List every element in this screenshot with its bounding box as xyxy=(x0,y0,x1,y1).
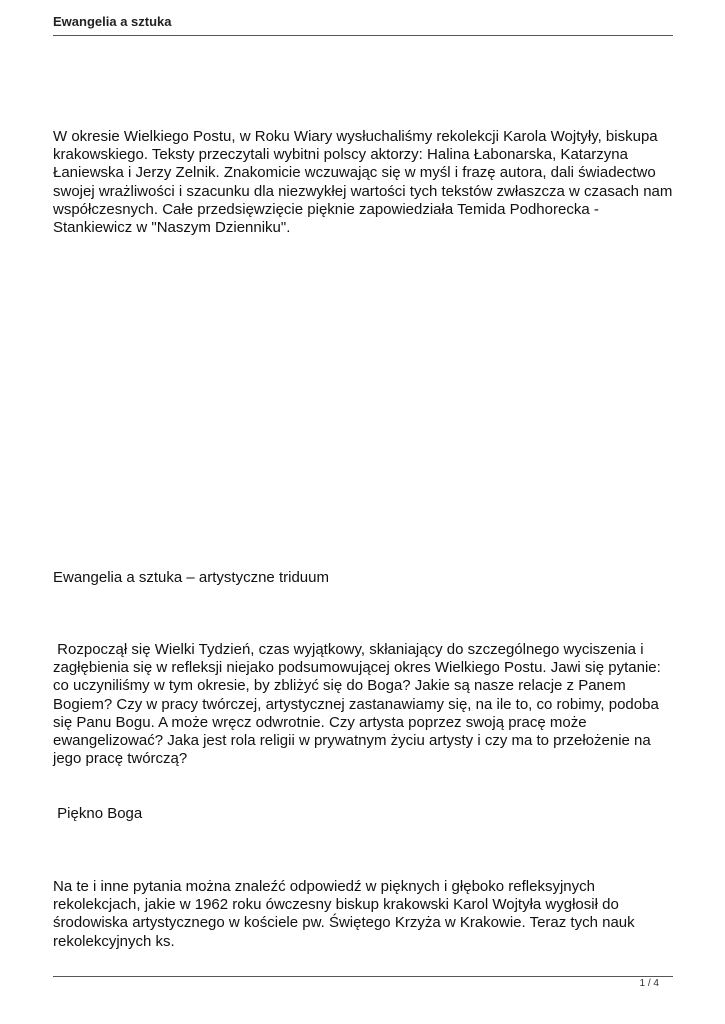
header-divider xyxy=(53,35,673,36)
section-subheading: Piękno Boga xyxy=(53,805,143,822)
article-heading: Ewangelia a sztuka – artystyczne triduum xyxy=(53,569,329,586)
page-number: 1 / 4 xyxy=(639,978,659,989)
document-header-title: Ewangelia a sztuka xyxy=(53,14,172,29)
intro-paragraph: W okresie Wielkiego Postu, w Roku Wiary wysłuchaliśmy rekolekcji Karola Wojtyły, biskupa krakowskiego. Teksty przeczytali wybitni polscy aktorzy: Halina Łabonarska, Katarzyna Łaniewska i Jerzy Zelnik. Znakomicie wczuwając się w myśl i frazę autora, dali świadectwo swojej wrażliwości i szacunku dla niezwykłej wartości tych tekstów zwłaszcza w czasach nam współczesnych. Całe przedsięwzięcie pięknie zapowiedziała Temida Podhorecka - Stankiewicz w "Naszym Dzienniku". xyxy=(53,128,673,237)
footer-divider xyxy=(53,976,673,977)
body-paragraph-retreat: Na te i inne pytania można znaleźć odpowiedź w pięknych i głęboko refleksyjnych rekolekcjach, jakie w 1962 roku ówczesny biskup krakowski Karol Wojtyła wygłosił do środowiska artystycznego w kościele pw. Świętego Krzyża w Krakowie. Teraz tych nauk rekolekcyjnych ks. xyxy=(53,878,635,950)
body-paragraph-holy-week: Rozpoczął się Wielki Tydzień, czas wyjątkowy, skłaniający do szczególnego wyciszenia i zagłębienia się w refleksji niejako podsumowującej okres Wielkiego Postu. Jawi się pytanie: co uczyniliśmy w tym okresie, by zbliżyć się do Boga? Jakie są nasze relacje z Panem Bogiem? Czy w pracy twórczej, artystycznej zastanawiamy się, na ile to, co robimy, podoba się Panu Bogu. A może wręcz odwrotnie. Czy artysta poprzez swoją pracę może ewangelizować? Jaka jest rola religii w prywatnym życiu artysty i czy ma to przełożenie na jego pracę twórczą? xyxy=(53,641,665,768)
